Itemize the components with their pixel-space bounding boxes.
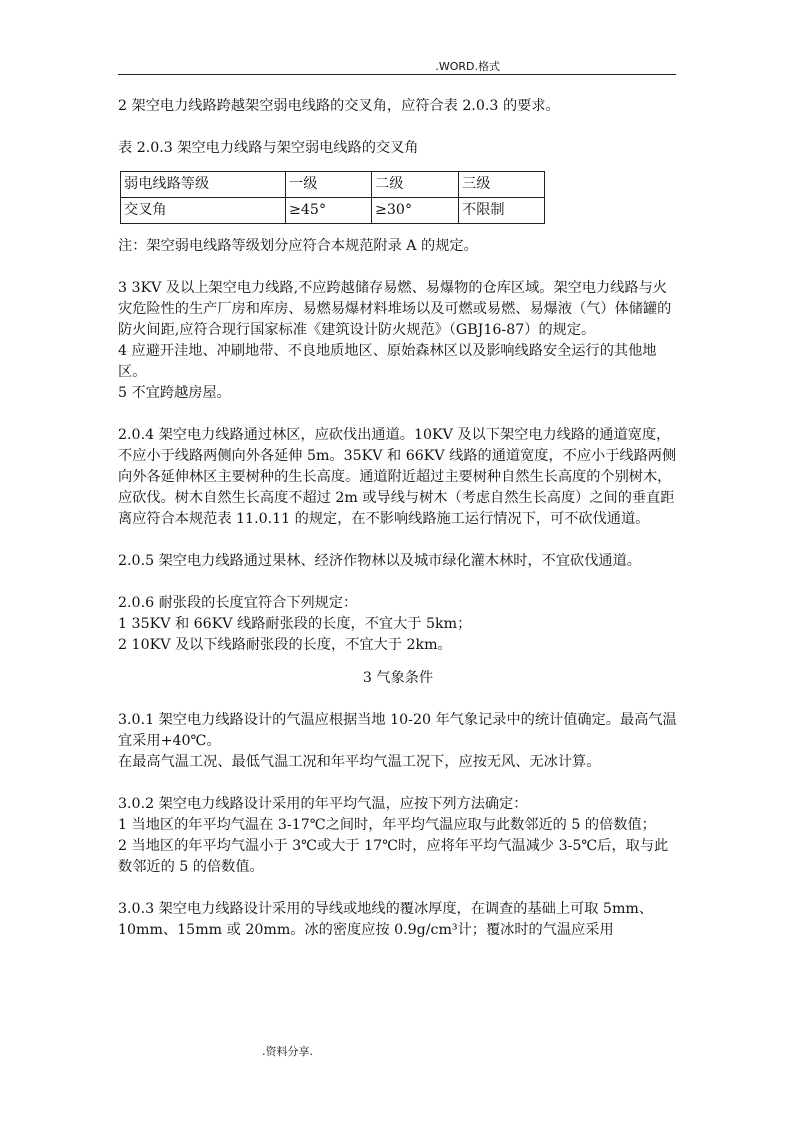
table-row [121, 198, 545, 224]
section-3-0-1: 3.0.1 架空电力线路设计的气温应根据当地 10-20 年气象记录中的统计值确定。最高气温宜采用+40℃。 [118, 712, 677, 749]
paragraph-item-3: 3 3KV 及以上架空电力线路,不应跨越储存易燃、易爆物的仓库区域。架空电力线路与火灾危险性的生产厂房和库房、易燃易爆材料堆场以及可燃或易燃、易爆液（气）体储罐的防火间距,应符合现行国家标准《建筑设计防火规范》（GBJ16-87）的规定。 [118, 280, 672, 338]
page-header [118, 56, 676, 75]
crossing-angle-table [120, 171, 545, 224]
section-2-0-6: 2.0.6 耐张段的长度宜符合下列规定： [118, 595, 358, 611]
section-3-0-2-item-1: 1 当地区的年平均气温在 3-17℃之间时，年平均气温应取与此数邻近的 5 的倍数值； [118, 817, 656, 833]
table-row [121, 172, 545, 198]
table-cell: ≥45° [286, 198, 372, 224]
chapter-3-title: 3 气象条件 [362, 670, 434, 686]
paragraph-crossing-angle: 2 架空电力线路跨越架空弱电线路的交叉角，应符合表 2.0.3 的要求。 [118, 98, 560, 114]
table-title: 表 2.0.3 架空电力线路与架空弱电线路的交叉角 [118, 140, 419, 156]
section-2-0-6-item-1: 1 35KV 和 66KV 线路耐张段的长度，不宜大于 5km； [118, 616, 472, 632]
section-3-0-3: 3.0.3 架空电力线路设计采用的导线或地线的覆冰厚度，在调查的基础上可取 5mm、10mm、15mm 或 20mm。冰的密度应按 0.9g/cm³计；覆冰时的气温应采用 [118, 901, 654, 938]
table-cell: 二级 [372, 172, 459, 198]
paragraph-item-4: 4 应避开洼地、冲刷地带、不良地质地区、原始森林区以及影响线路安全运行的其他地区。 [118, 343, 657, 380]
table-cell: 不限制 [459, 198, 545, 224]
table-cell: 三级 [459, 172, 545, 198]
table-cell: 弱电线路等级 [121, 172, 286, 198]
table-note: 注：架空弱电线路等级划分应符合本规范附录 A 的规定。 [118, 238, 478, 254]
paragraph-item-5: 5 不宜跨越房屋。 [118, 385, 231, 401]
section-3-0-2: 3.0.2 架空电力线路设计采用的年平均气温，应按下列方法确定： [118, 796, 528, 812]
table-cell: 交叉角 [121, 198, 286, 224]
section-2-0-5: 2.0.5 架空电力线路通过果林、经济作物林以及城市绿化灌木林时，不宜砍伐通道。 [118, 553, 641, 569]
table-cell: ≥30° [372, 198, 459, 224]
section-3-0-1-continued: 在最高气温工况、最低气温工况和年平均气温工况下，应按无风、无冰计算。 [118, 754, 601, 770]
section-2-0-4: 2.0.4 架空电力线路通过林区，应砍伐出通道。10KV 及以下架空电力线路的通道宽度，不应小于线路两侧向外各延伸 5m。35KV 和 66KV 线路的通道宽度，不应小于线路两侧向外各延伸林区主要树种的生长高度。通道附近超过主要树种自然生长高度的个别树木，应砍伐。树木自然生长高度不超过 2m 或导线与树木（考虑自然生长高度）之间的垂直距离应符合本规范表 11.0.11 的规定，在不影响线路施工运行情况下，可不砍伐通道。 [118, 427, 677, 527]
header-text: .WORD.格式 [435, 60, 500, 73]
table-cell: 一级 [286, 172, 372, 198]
section-2-0-6-item-2: 2 10KV 及以下线路耐张段的长度，不宜大于 2km。 [118, 637, 452, 653]
document-body [118, 96, 678, 941]
page-footer: .资料分享. [262, 1045, 313, 1058]
section-3-0-2-item-2: 2 当地区的年平均气温小于 3℃或大于 17℃时，应将年平均气温减少 3-5℃后，取与此数邻近的 5 的倍数值。 [118, 838, 669, 875]
